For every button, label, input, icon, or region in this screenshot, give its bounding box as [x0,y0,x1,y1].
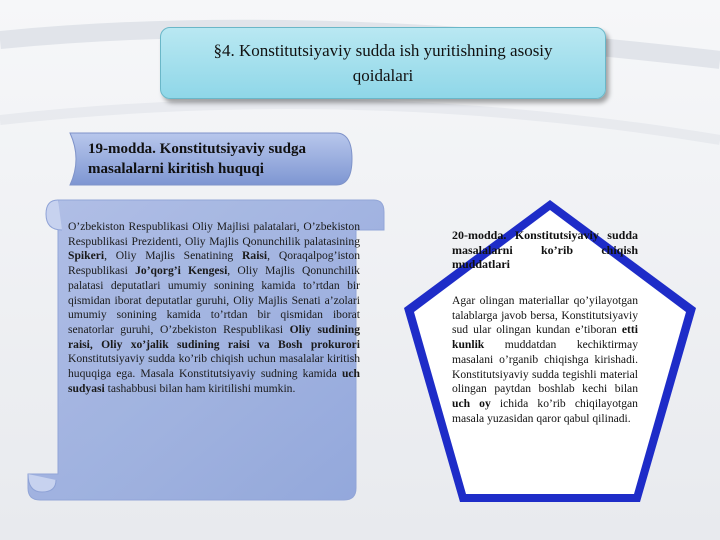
article-20-heading: 20-modda. Konstitutsiyaviy sudda masalalarni ko’rib chiqish muddatlari [452,228,638,271]
section-title-line1: §4. Konstitutsiyaviy sudda ish yuritishning asosiy [213,41,553,60]
article-20-pentagon [400,196,700,506]
article-20-text: Agar olingan materiallar qo’yilayotgan talablarga javob bersa, Konstitutsiyaviy sud ular olingan kundan e’tiboran etti kunlik muddatdan kechiktirmay masalani o’rganib chiqishga kirishadi. Konstitutsiyaviy sudda tegishli material olingan paytdan boshlab kechi bilan uch oy ichida ko’rib chiqilayotgan masala yuzasidan qaror qabul qilinadi. [452,294,638,425]
article-19-heading: 19-modda. Konstitutsiyaviy sudga masalalarni kiritish huquqi [88,141,306,177]
section-title-box [160,27,606,99]
article-19-banner [64,131,354,187]
article-19-text: O’zbekiston Respublikasi Oliy Majlisi palatalari, O’zbekiston Respublikasi Prezidenti, Oliy Majlis Qonunchilik palatasining Spikeri, Oliy Majlis Senatining Raisi, Qoraqalpog’iston Respublikasi Jo’qorg’i Kengesi, Oliy Majlis Qonunchilik palatasi deputatlari umumiy sonining kamida to’rtdan bir qismidan iborat deputatlar guruhi, Oliy Majlis Senati a’zolari umumiy sonining kamida to’rtdan bir qismidan iborat senatorlar guruhi, O’zbekiston Respublikasi Oliy sudining raisi, Oliy xo’jalik sudining raisi va Bosh prokurori Konstitutsiyaviy sudda ko’rib chiqish uchun masalalar kiritish huquqiga ega. Masala Konstitutsiyaviy sudning kamida uch sudyasi tashabbusi bilan ham kiritilishi mumkin. [68,220,360,395]
section-title-line2: qoidalari [352,66,414,85]
article-19-scroll [26,196,386,508]
